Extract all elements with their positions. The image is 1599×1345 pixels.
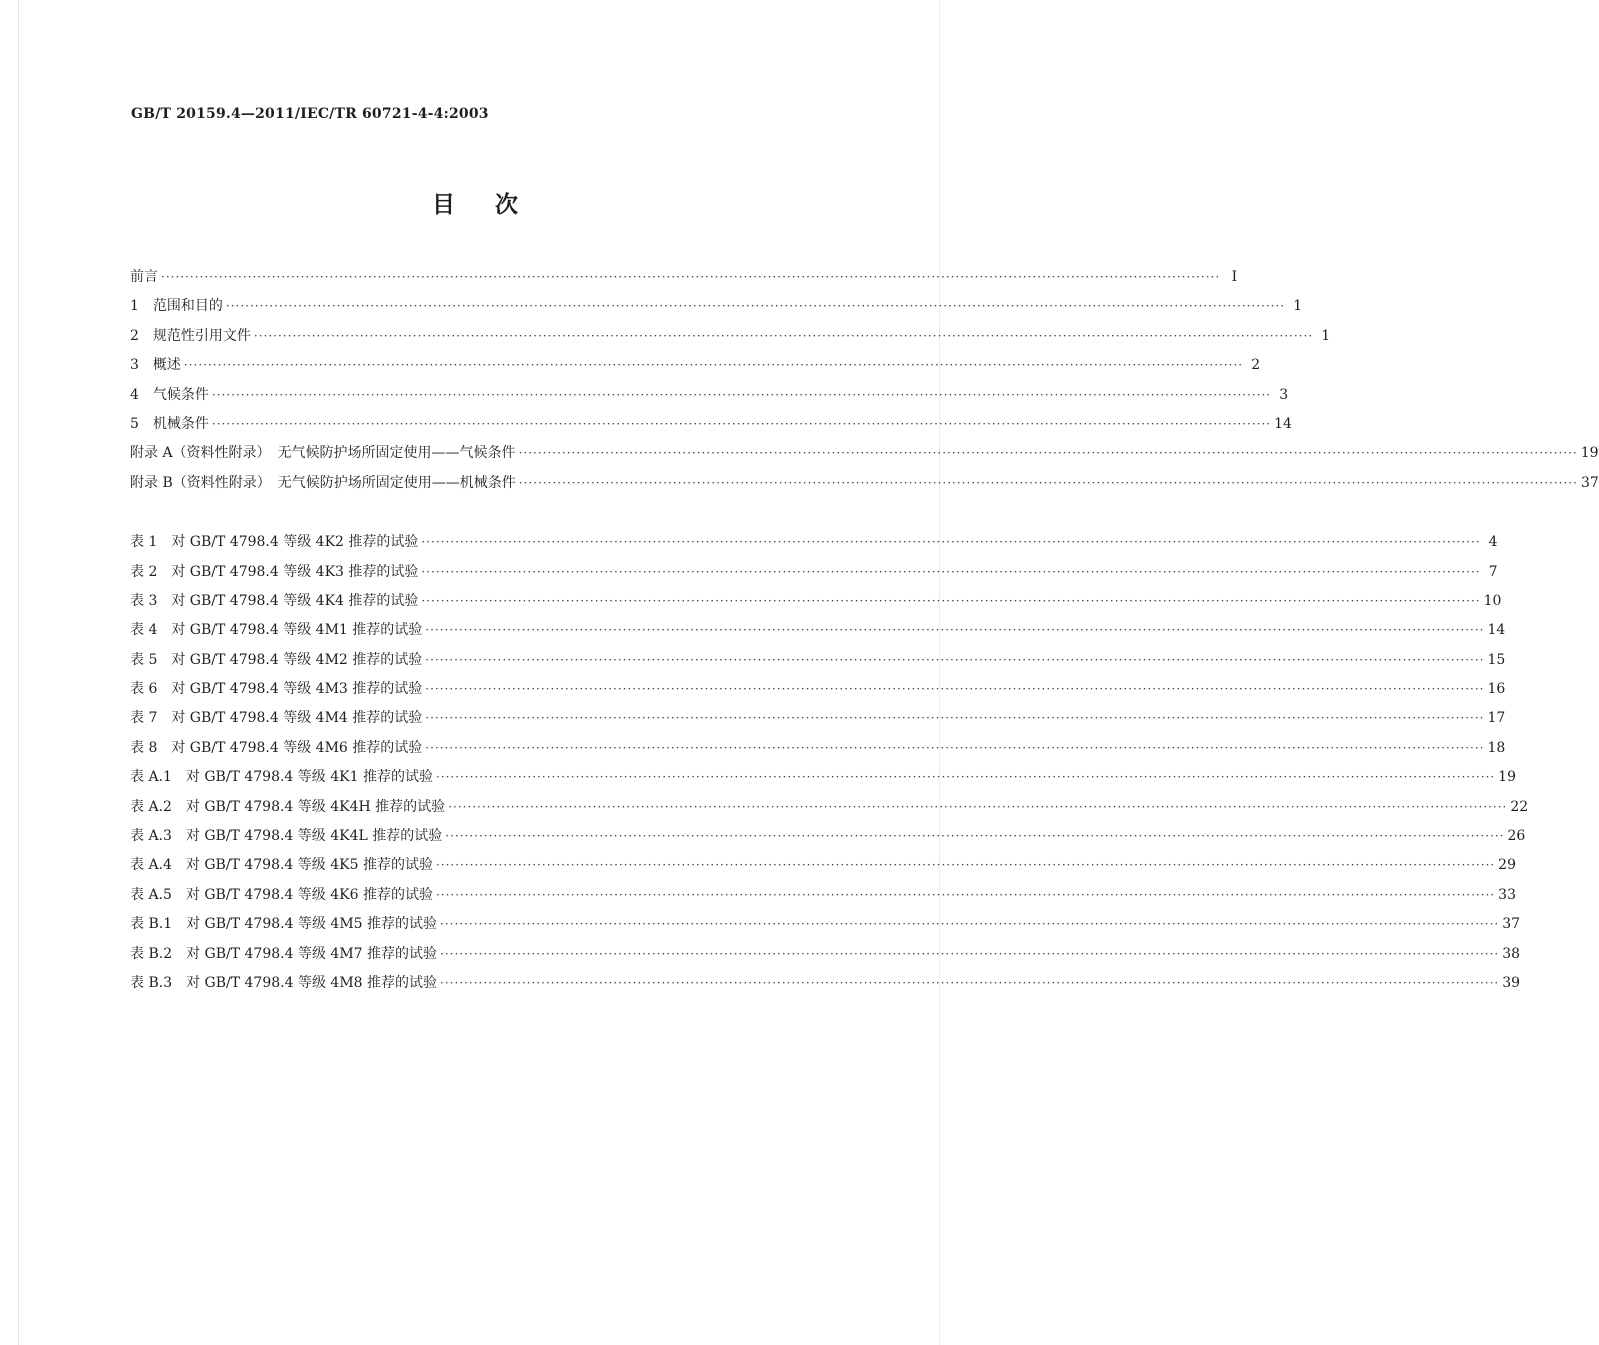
toc-entry[interactable] bbox=[130, 822, 1526, 851]
toc-leader-dots: ···························································································································································································································· bbox=[253, 328, 1314, 343]
toc-entry-label: 5 机械条件 bbox=[130, 415, 209, 432]
toc-entry-label: 表 7 对 GB/T 4798.4 等级 4M4 推荐的试验 bbox=[130, 710, 423, 727]
toc-leader-dots: ···························································································································································································································· bbox=[518, 446, 1578, 461]
toc-entry-page: 38 bbox=[1502, 945, 1521, 962]
toc-entry-label: 2 规范性引用文件 bbox=[130, 327, 251, 344]
toc-entry-page: 18 bbox=[1487, 739, 1506, 756]
toc-entry-label: 表 8 对 GB/T 4798.4 等级 4M6 推荐的试验 bbox=[130, 739, 423, 756]
toc-entry[interactable] bbox=[130, 793, 1529, 822]
toc-entry-label: 附录 A（资料性附录） 无气候防护场所固定使用——气候条件 bbox=[130, 445, 516, 462]
toc-leader-dots: ···························································································································································································································· bbox=[448, 799, 1508, 814]
toc-entry-label: 表 A.4 对 GB/T 4798.4 等级 4K5 推荐的试验 bbox=[130, 857, 433, 874]
toc-entry[interactable] bbox=[130, 322, 1331, 351]
toc-leader-dots: ···························································································································································································································· bbox=[421, 593, 1481, 608]
toc-entry-page: Ⅰ bbox=[1231, 269, 1238, 285]
toc-entry-page: 33 bbox=[1498, 886, 1516, 903]
toc-entry[interactable] bbox=[130, 616, 1506, 645]
toc-leader-dots: ···························································································································································································································· bbox=[211, 416, 1272, 431]
toc-entry-label: 表 A.3 对 GB/T 4798.4 等级 4K4L 推荐的试验 bbox=[130, 828, 443, 845]
toc-entry[interactable] bbox=[130, 763, 1516, 792]
toc-entry[interactable] bbox=[130, 351, 1261, 380]
toc-entry[interactable] bbox=[130, 969, 1521, 998]
toc-entry-page: 29 bbox=[1498, 857, 1516, 874]
toc-leader-dots: ···························································································································································································································· bbox=[440, 946, 1500, 961]
toc-entry-page: 37 bbox=[1580, 474, 1599, 491]
toc-leader-dots: ···························································································································································································································· bbox=[440, 975, 1500, 990]
toc-entry[interactable] bbox=[130, 410, 1292, 439]
toc-entry-page: 19 bbox=[1580, 445, 1599, 462]
toc-entry[interactable] bbox=[130, 469, 1599, 498]
toc-entry-label: 表 6 对 GB/T 4798.4 等级 4M3 推荐的试验 bbox=[130, 681, 423, 698]
toc-leader-dots: ···························································································································································································································· bbox=[435, 887, 1496, 902]
toc-entry-label: 表 A.5 对 GB/T 4798.4 等级 4K6 推荐的试验 bbox=[130, 886, 433, 903]
toc-leader-dots: ···························································································································································································································· bbox=[425, 682, 1485, 697]
toc-leader-dots: ···························································································································································································································· bbox=[440, 917, 1500, 932]
toc-entry-label: 表 A.2 对 GB/T 4798.4 等级 4K4H 推荐的试验 bbox=[130, 798, 446, 815]
toc-leader-dots: ···························································································································································································································· bbox=[425, 740, 1485, 755]
toc-gap bbox=[130, 498, 865, 528]
toc-leader-dots: ···························································································································································································································· bbox=[435, 770, 1496, 785]
toc-entry-label: 表 B.2 对 GB/T 4798.4 等级 4M7 推荐的试验 bbox=[130, 945, 438, 962]
toc-entry[interactable] bbox=[130, 851, 1516, 880]
toc-leader-dots: ···························································································································································································································· bbox=[425, 623, 1485, 638]
toc-entry-label: 表 B.3 对 GB/T 4798.4 等级 4M8 推荐的试验 bbox=[130, 974, 438, 991]
toc-entry-page: 16 bbox=[1487, 681, 1506, 698]
toc-leader-dots: ···························································································································································································································· bbox=[445, 829, 1505, 844]
standard-code: GB/T 20159.4—2011/IEC/TR 60721-4-4:2003 bbox=[131, 106, 489, 122]
page-title: 目次 bbox=[432, 191, 558, 218]
toc-chapters bbox=[130, 263, 1599, 498]
toc-entry[interactable] bbox=[130, 381, 1289, 410]
toc-entry[interactable] bbox=[130, 646, 1506, 675]
toc-entry[interactable] bbox=[130, 940, 1521, 969]
toc-leader-dots: ···························································································································································································································· bbox=[425, 711, 1485, 726]
toc-entry[interactable] bbox=[130, 263, 1238, 292]
toc-entry-label: 附录 B（资料性附录） 无气候防护场所固定使用——机械条件 bbox=[130, 474, 516, 491]
table-of-contents bbox=[130, 263, 1599, 998]
toc-entry-label: 表 4 对 GB/T 4798.4 等级 4M1 推荐的试验 bbox=[130, 622, 423, 639]
toc-leader-dots: ···························································································································································································································· bbox=[421, 535, 1481, 550]
toc-leader-dots: ···························································································································································································································· bbox=[425, 652, 1485, 667]
toc-entry-label: 表 A.1 对 GB/T 4798.4 等级 4K1 推荐的试验 bbox=[130, 769, 433, 786]
toc-entry-page: 19 bbox=[1498, 769, 1516, 786]
toc-leader-dots: ···························································································································································································································· bbox=[518, 475, 1578, 490]
toc-entry-page: 7 bbox=[1488, 563, 1498, 580]
toc-entry-page: 2 bbox=[1251, 357, 1261, 374]
toc-entry[interactable] bbox=[130, 439, 1599, 468]
toc-entry-page: 10 bbox=[1483, 592, 1502, 609]
toc-entry-page: 39 bbox=[1502, 974, 1521, 991]
toc-entry-label: 前言 bbox=[130, 269, 158, 285]
toc-entry[interactable] bbox=[130, 734, 1506, 763]
toc-leader-dots: ···························································································································································································································· bbox=[161, 270, 1221, 284]
toc-leader-dots: ···························································································································································································································· bbox=[183, 358, 1244, 373]
toc-entry-page: 14 bbox=[1274, 415, 1292, 432]
toc-entry[interactable] bbox=[130, 292, 1303, 321]
toc-entry-label: 表 5 对 GB/T 4798.4 等级 4M2 推荐的试验 bbox=[130, 651, 423, 668]
toc-leader-dots: ···························································································································································································································· bbox=[211, 387, 1272, 402]
toc-leader-dots: ···························································································································································································································· bbox=[225, 299, 1286, 314]
toc-entry[interactable] bbox=[130, 910, 1521, 939]
toc-entry-label: 表 3 对 GB/T 4798.4 等级 4K4 推荐的试验 bbox=[130, 592, 419, 609]
toc-entry[interactable] bbox=[130, 587, 1502, 616]
toc-entry-page: 15 bbox=[1487, 651, 1506, 668]
toc-entry-label: 表 2 对 GB/T 4798.4 等级 4K3 推荐的试验 bbox=[130, 563, 419, 580]
toc-entry-label: 表 B.1 对 GB/T 4798.4 等级 4M5 推荐的试验 bbox=[130, 916, 438, 933]
toc-entry[interactable] bbox=[130, 704, 1506, 733]
toc-entry[interactable] bbox=[130, 675, 1506, 704]
toc-entry-label: 4 气候条件 bbox=[130, 386, 209, 403]
toc-entry-page: 1 bbox=[1321, 327, 1331, 344]
toc-entry-page: 17 bbox=[1487, 710, 1506, 727]
toc-entry-label: 3 概述 bbox=[130, 357, 181, 374]
toc-leader-dots: ···························································································································································································································· bbox=[421, 564, 1481, 579]
toc-entry-page: 14 bbox=[1487, 622, 1506, 639]
toc-entry[interactable] bbox=[130, 881, 1516, 910]
toc-entry-page: 4 bbox=[1488, 534, 1498, 551]
toc-entry-page: 1 bbox=[1293, 298, 1303, 315]
toc-entry[interactable] bbox=[130, 528, 1498, 557]
toc-entry-label: 1 范围和目的 bbox=[130, 298, 223, 315]
toc-entry-page: 37 bbox=[1502, 916, 1521, 933]
toc-entry[interactable] bbox=[130, 558, 1498, 587]
toc-entry-label: 表 1 对 GB/T 4798.4 等级 4K2 推荐的试验 bbox=[130, 534, 419, 551]
toc-entry-page: 3 bbox=[1279, 386, 1289, 403]
toc-tables bbox=[130, 528, 1529, 998]
toc-leader-dots: ···························································································································································································································· bbox=[435, 858, 1496, 873]
toc-entry-page: 22 bbox=[1510, 798, 1529, 815]
toc-entry-page: 26 bbox=[1507, 828, 1526, 845]
